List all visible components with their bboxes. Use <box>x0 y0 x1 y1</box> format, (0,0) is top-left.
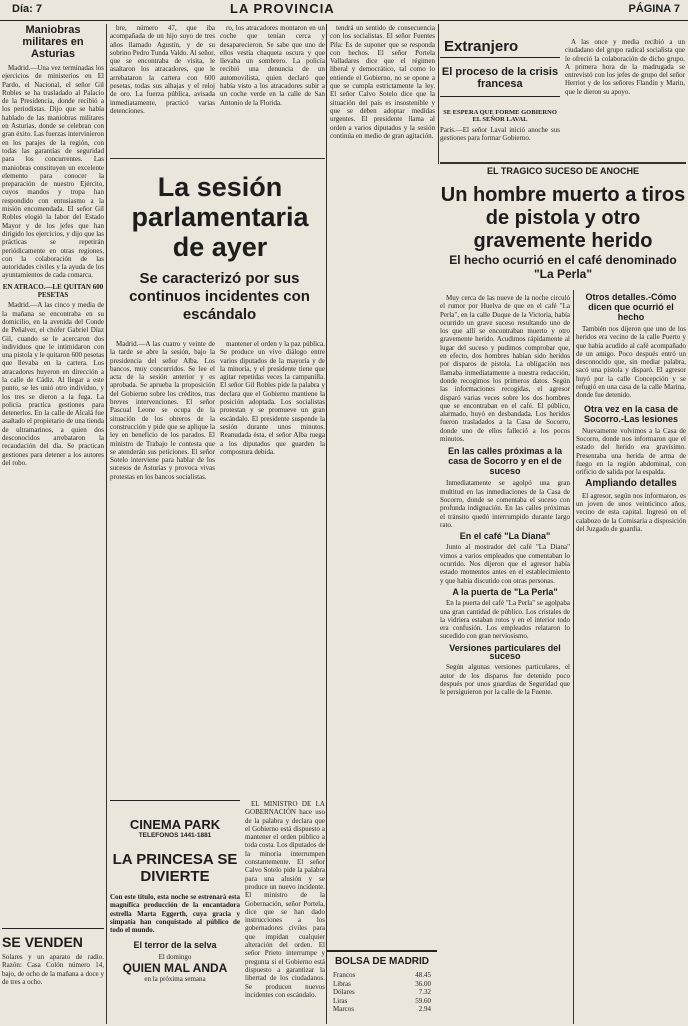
ampliando-text: El agresor, según nos informaron, es un joven de unos veinticinco años, vecino de esta capital. Ingresó en el calabozo de la Comisaría a disposición del Juzgado de guardia. <box>576 491 686 533</box>
bolsa-name: Marcos <box>333 1005 354 1013</box>
cinema-desc: Con este título, esta noche se estrenará esta magnífica producción de la encantadora estrella Marta Eggerth, cuya gracia y simpatía han conquistado al público de todo el mundo. <box>110 893 240 935</box>
bolsa-row <box>327 1005 437 1014</box>
bolsa-name: Dólares <box>333 988 355 996</box>
tragico-text-5: Según algunas versiones particulares, el autor de los disparos fue detenido poco después por unos guardias de Seguridad que le persiguieron por la calle de la Fuente. <box>440 663 570 697</box>
bolsa-value: 2.94 <box>418 1005 431 1013</box>
column-4 <box>330 24 435 944</box>
tragico-text-2: Inmediatamente se agolpó una gran multitud en las inmediaciones de la Casa de Socorro, donde se comentaba el suceso con profunda indignación. En las calles próximas el tránsito quedó interrumpido durante largo rato. <box>440 479 570 529</box>
tragico-text: Muy cerca de las nueve de la noche circuló el rumor por Huelva de que en el café "La Perla", en la calle Duque de la Victoria, había ocurrido un grave suceso resultando uno de los que allí se encontraban muerto y otro gravemente herido. Acudimos rápidamente al lugar del suceso y pudimos comprobar que, en efecto, dos hombres habían sido heridos por disparos de pistola. La obligación nos llamaba inmediatamente a nuestra redacción, donde recogimos los primeros datos. Según las informaciones recogidas, el agresor disparó varias veces sobre los dos hombres que se encontraban en el café. El público, alarmado, huyó en desbandada. Los heridos fueron trasladados a la Casa de Socorro, donde uno de ellos falleció a los pocos minutos. <box>440 294 570 444</box>
tragico-right-col <box>576 290 686 1024</box>
column-divider <box>438 24 439 164</box>
bolsa-row <box>327 980 437 989</box>
issue-day: Día: 7 <box>12 3 42 15</box>
page-number: PÁGINA 7 <box>628 3 680 15</box>
bolsa-title: BOLSA DE MADRID <box>334 956 430 967</box>
bolsa-name: Libras <box>333 979 351 988</box>
sesion-body-right <box>220 340 325 795</box>
otros-detalles-text: También nos dijeron que uno de los heridos era vecino de la calle Puerto y que había acudido al café acompañado de un amigo. Poco después entró un desconocido que, sin mediar palabra, sacó una pistola y disparó. El agresor huyó por la calle Concepción y se refugió en una casa de la calle Marina, donde fue detenido. <box>576 325 686 400</box>
tragico-subheadline: El hecho ocurrió en el café denominado "La Perla" <box>449 253 677 281</box>
cinema-next2-label: El domingo <box>158 953 192 962</box>
cinema-title: CINEMA PARK <box>129 817 221 832</box>
tragico-h3: En el café "La Diana" <box>459 531 551 542</box>
tragico-h5: Versiones particulares del suceso <box>449 642 561 661</box>
bolsa-name: Liras <box>333 996 348 1005</box>
bolsa-value: 59.60 <box>415 996 431 1005</box>
casa-socorro-heading: Otra vez en la casa de Socorro.-Las lesiones <box>583 403 679 424</box>
column-divider <box>106 24 107 1024</box>
sesion-body-left <box>110 340 215 795</box>
extranjero-heading: Extranjero <box>440 36 560 58</box>
crisis-body: París.—El señor Laval inició anoche sus gestiones para formar Gobierno. <box>440 126 560 143</box>
extranjero-section <box>440 36 560 156</box>
bolsa-row <box>327 988 437 997</box>
column-divider <box>573 290 574 1024</box>
se-venden-ad <box>2 928 104 1025</box>
se-venden-title: SE VENDEN <box>2 934 83 950</box>
se-venden-body: Solares y un aparato de radio. Razón: Casa Colón número 14, bajo, de ocho de la mañana a doce y de tres a ocho. <box>2 953 104 986</box>
column-4-text: tendrá un sentido de consecuencia con los socialistas. El señor Fuentes Pila: Es de suponer que se responda con hechos. El señor Portela Valladares dice que el régimen liberal y democrático, tal como lo entiende el Gobierno, no se opone a que se cumpla estrictamente la ley. El señor Calvo Sotelo dice que la situación del país es insostenible y que se deben adoptar medidas urgentes. El presidente llama al orden a varios diputados y la sesión continúa en medio de gran agitación. <box>330 24 435 140</box>
cinema-ad <box>110 800 240 1025</box>
column-1 <box>2 24 104 924</box>
maniobras-body: Madrid.—Una vez terminadas los ejercicios de ministerios en El Pardo, el Nacional, el señor Gil Robles se ha trasladado al Palacio de la Presidencia, donde recibió a los periodistas. Dijo que se había hablado de las maniobras militares en Asturias, donde se celebran con gran éxito. Las fuerzas intervinieron en los parajes de la región, con todas las garantías de seguridad para los concurrentes. Las maniobras constituyen un excelente elemento para conocer la preparación de nuestro Ejército, cuyos mandos y tropa han respondido con entusiasmo a la misión encomendada. El señor Gil Robles elogió la labor del Estado Mayor y de los jefes que han dirigido los ejercicios, y dijo que las prácticas se repetirán periódicamente en otras regiones, con la colaboración de las autoridades civiles y la ayuda de los ayuntamientos de cada comarca. <box>2 64 104 280</box>
maniobras-headline: Maniobras militares en Asturias <box>22 24 84 60</box>
otros-detalles-heading: Otros detalles.-Cómo dicen que ocurrió el hecho <box>585 292 677 322</box>
sesion-headline: La sesión parlamentaria de ayer <box>131 172 309 262</box>
bolsa-value: 36.00 <box>415 979 431 988</box>
cinema-next2-note: en la próxima semana <box>144 975 206 984</box>
cinema-feature: LA PRINCESA SE DIVIERTE <box>112 851 238 885</box>
crisis-subhead: SE ESPERA QUE FORME GOBIERNO EL SEÑOR LAVAL <box>443 109 557 123</box>
bolsa-row <box>327 997 437 1006</box>
column-2-top <box>110 24 215 144</box>
bolsa-value: 48.45 <box>415 971 431 979</box>
col3-body: ro, los atracadores montaron en un coche que tenían cerca y desaparecieron. Se sabe que uno de ellos vestía chaqueta oscura y que llevaba un sombrero. La policía recibió una denuncia de un automovilista, quien declaró que había visto a los atracadores subir a un coche verde en la calle de San Antonio de la Florida. <box>220 24 325 107</box>
newspaper-title: LA PROVINCIA <box>230 1 335 16</box>
tragico-label: EL TRAGICO SUCESO DE ANOCHE <box>486 166 639 176</box>
lower-mid-left <box>245 800 325 1024</box>
bolsa-name: Francos <box>333 971 356 979</box>
tragico-h4: A la puerta de "La Perla" <box>452 586 558 597</box>
masthead <box>0 0 688 21</box>
tragico-headline: Un hombre muerto a tiros de pistola y otro gravemente herido <box>440 184 686 252</box>
column-divider <box>326 24 327 1024</box>
sesion-subheadline: Se caracterizó por sus continuos incidentes con escándalo <box>129 270 310 323</box>
cinema-next2: QUIEN MAL ANDA <box>122 961 228 976</box>
cinema-next1: El terror de la selva <box>133 940 217 951</box>
column-3-top <box>220 24 325 144</box>
atraco-body: Madrid.—A las cinco y media de la mañana se encontraba en su domicilio, en la avenida del Conde de Peñalver, el chófer Gabriel Díaz Gil, cuando se le acercaron dos individuos que le intimidaron con una pistola y le quitaron 600 pesetas que llevaba en la cartera. Los atracadores huyeron en dirección a la calle de Cádiz. Al llegar a este punto, se les unió otro individuo, y los tres se dieron a la fuga. La policía practica gestiones para detenerlos. En la calle de Alcalá fue asaltado el propietario de una tienda de ultramarinos, a quien dos desconocidos arrebataron la recaudación del día. Se practican gestiones para detener a los autores del robo. <box>2 301 104 467</box>
far-right-top-text: A las once y media recibió a un ciudadano del grupo radical socialista que le ofreció la colaboración de dicho grupo. A primera hora de la madrugada se entrevistó con los jefes de grupo del señor Herriot y de los señores Flandin y Marin, que le dieron su apoyo. <box>565 38 685 96</box>
atraco-subhead: EN ATRACO.—LE QUITAN 600 PESETAS <box>2 282 104 300</box>
tragico-body <box>440 294 570 1024</box>
section-divider <box>440 162 686 164</box>
tragico-h2: En las calles próximas a la casa de Socorro y en el de suceso <box>447 446 563 477</box>
crisis-title: El proceso de la crisis francesa <box>440 66 560 97</box>
lower-mid-left-text: EL MINISTRO DE LA GOBERNACIÓN hace uso de la palabra y declara que el Gobierno está dispuesto a mantener el orden público a toda costa. Los diputados de la minoría interrumpen constantemente. El señor Calvo Sotelo pide la palabra para una alusión y se produce un nuevo incidente. El ministro de la Gobernación, señor Portela, dice que se han dado instrucciones a los gobernadores civiles para que impidan cualquier alteración del orden. El señor Prieto interrumpe y pregunta si el Gobierno está dispuesto a garantizar la libertad de los ciudadanos. Se producen nuevos incidentes con escándalo. <box>245 800 325 999</box>
bolsa-value: 7.32 <box>418 988 431 996</box>
bolsa-box <box>327 950 437 1026</box>
tragico-text-4: En la puerta del café "La Perla" se agolpaba una gran cantidad de público. Los cristales de la vidriera estaban rotos y en el interior todo era confusión. Los empleados relataron lo sucedido con gran nerviosismo. <box>440 599 570 641</box>
casa-socorro-text: Nuevamente volvimos a la Casa de Socorro, donde nos informaron que el estado del herido era gravísimo. Presentaba una herida de arma de fuego en la región abdominal, con orificio de salida por la espalda. <box>576 426 686 477</box>
ampliando-heading: Ampliando detalles <box>585 478 677 490</box>
cinema-phone: TELEFONOS 1441-1881 <box>138 832 212 839</box>
far-right-top <box>565 38 685 158</box>
col2-body: bre, número 47, que iba acompañada de un hijo suyo de tres años llamado Agustín, y de su sobrino Pedro Tunda Valdo. Al señor, que se encontraba de visita, le asaltaron los atracadores, que le arrebataron la cartera con 600 pesetas, todas sus alhajas y el reloj de oro. La fuerza pública, avisada inmediatamente, practicó varias detenciones. <box>110 24 215 115</box>
sesion-text-left: Madrid.—A las cuatro y veinte de la tarde se abre la sesión, bajo la presidencia del señor Alba. Los bancos, muy concurridos. Se lee el acta de la sesión anterior y es aprobada. Se aprueba la proposición del Gobierno sobre los créditos, tras breves intervenciones. El señor Pascual Leone se ocupa de la situación de los obreros de la construcción y pide que se aplique la ley en beneficio de los parados. El ministro de Trabajo le contesta que se atenderán sus peticiones. El señor Sotelo interviene para hablar de los sucesos de Asturias y provoca vivas protestas en los bancos socialistas. <box>110 340 215 481</box>
bolsa-row <box>327 971 437 980</box>
banner-top-rule <box>110 158 325 159</box>
tragico-text-3: Junto al mostrador del café "La Diana" vimos a varios empleados que comentaban lo ocurrido. Nos dijeron que el agresor había estado momentos antes en el establecimiento y que había discutido con otras personas. <box>440 543 570 585</box>
sesion-text-right: mantener el orden y la paz pública. Se produce un vivo diálogo entre varios diputados de la mayoría y de la minoría, y el presidente tiene que agitar repetidas veces la campanilla. El señor Gil Robles pide la palabra y declara que el Gobierno mantiene la posición adoptada. Los socialistas protestan y se promueve un gran escándalo. El presidente suspende la sesión durante unos minutos. Reanudada ésta, el señor Alba ruega a los diputados que guarden la compostura debida. <box>220 340 325 456</box>
